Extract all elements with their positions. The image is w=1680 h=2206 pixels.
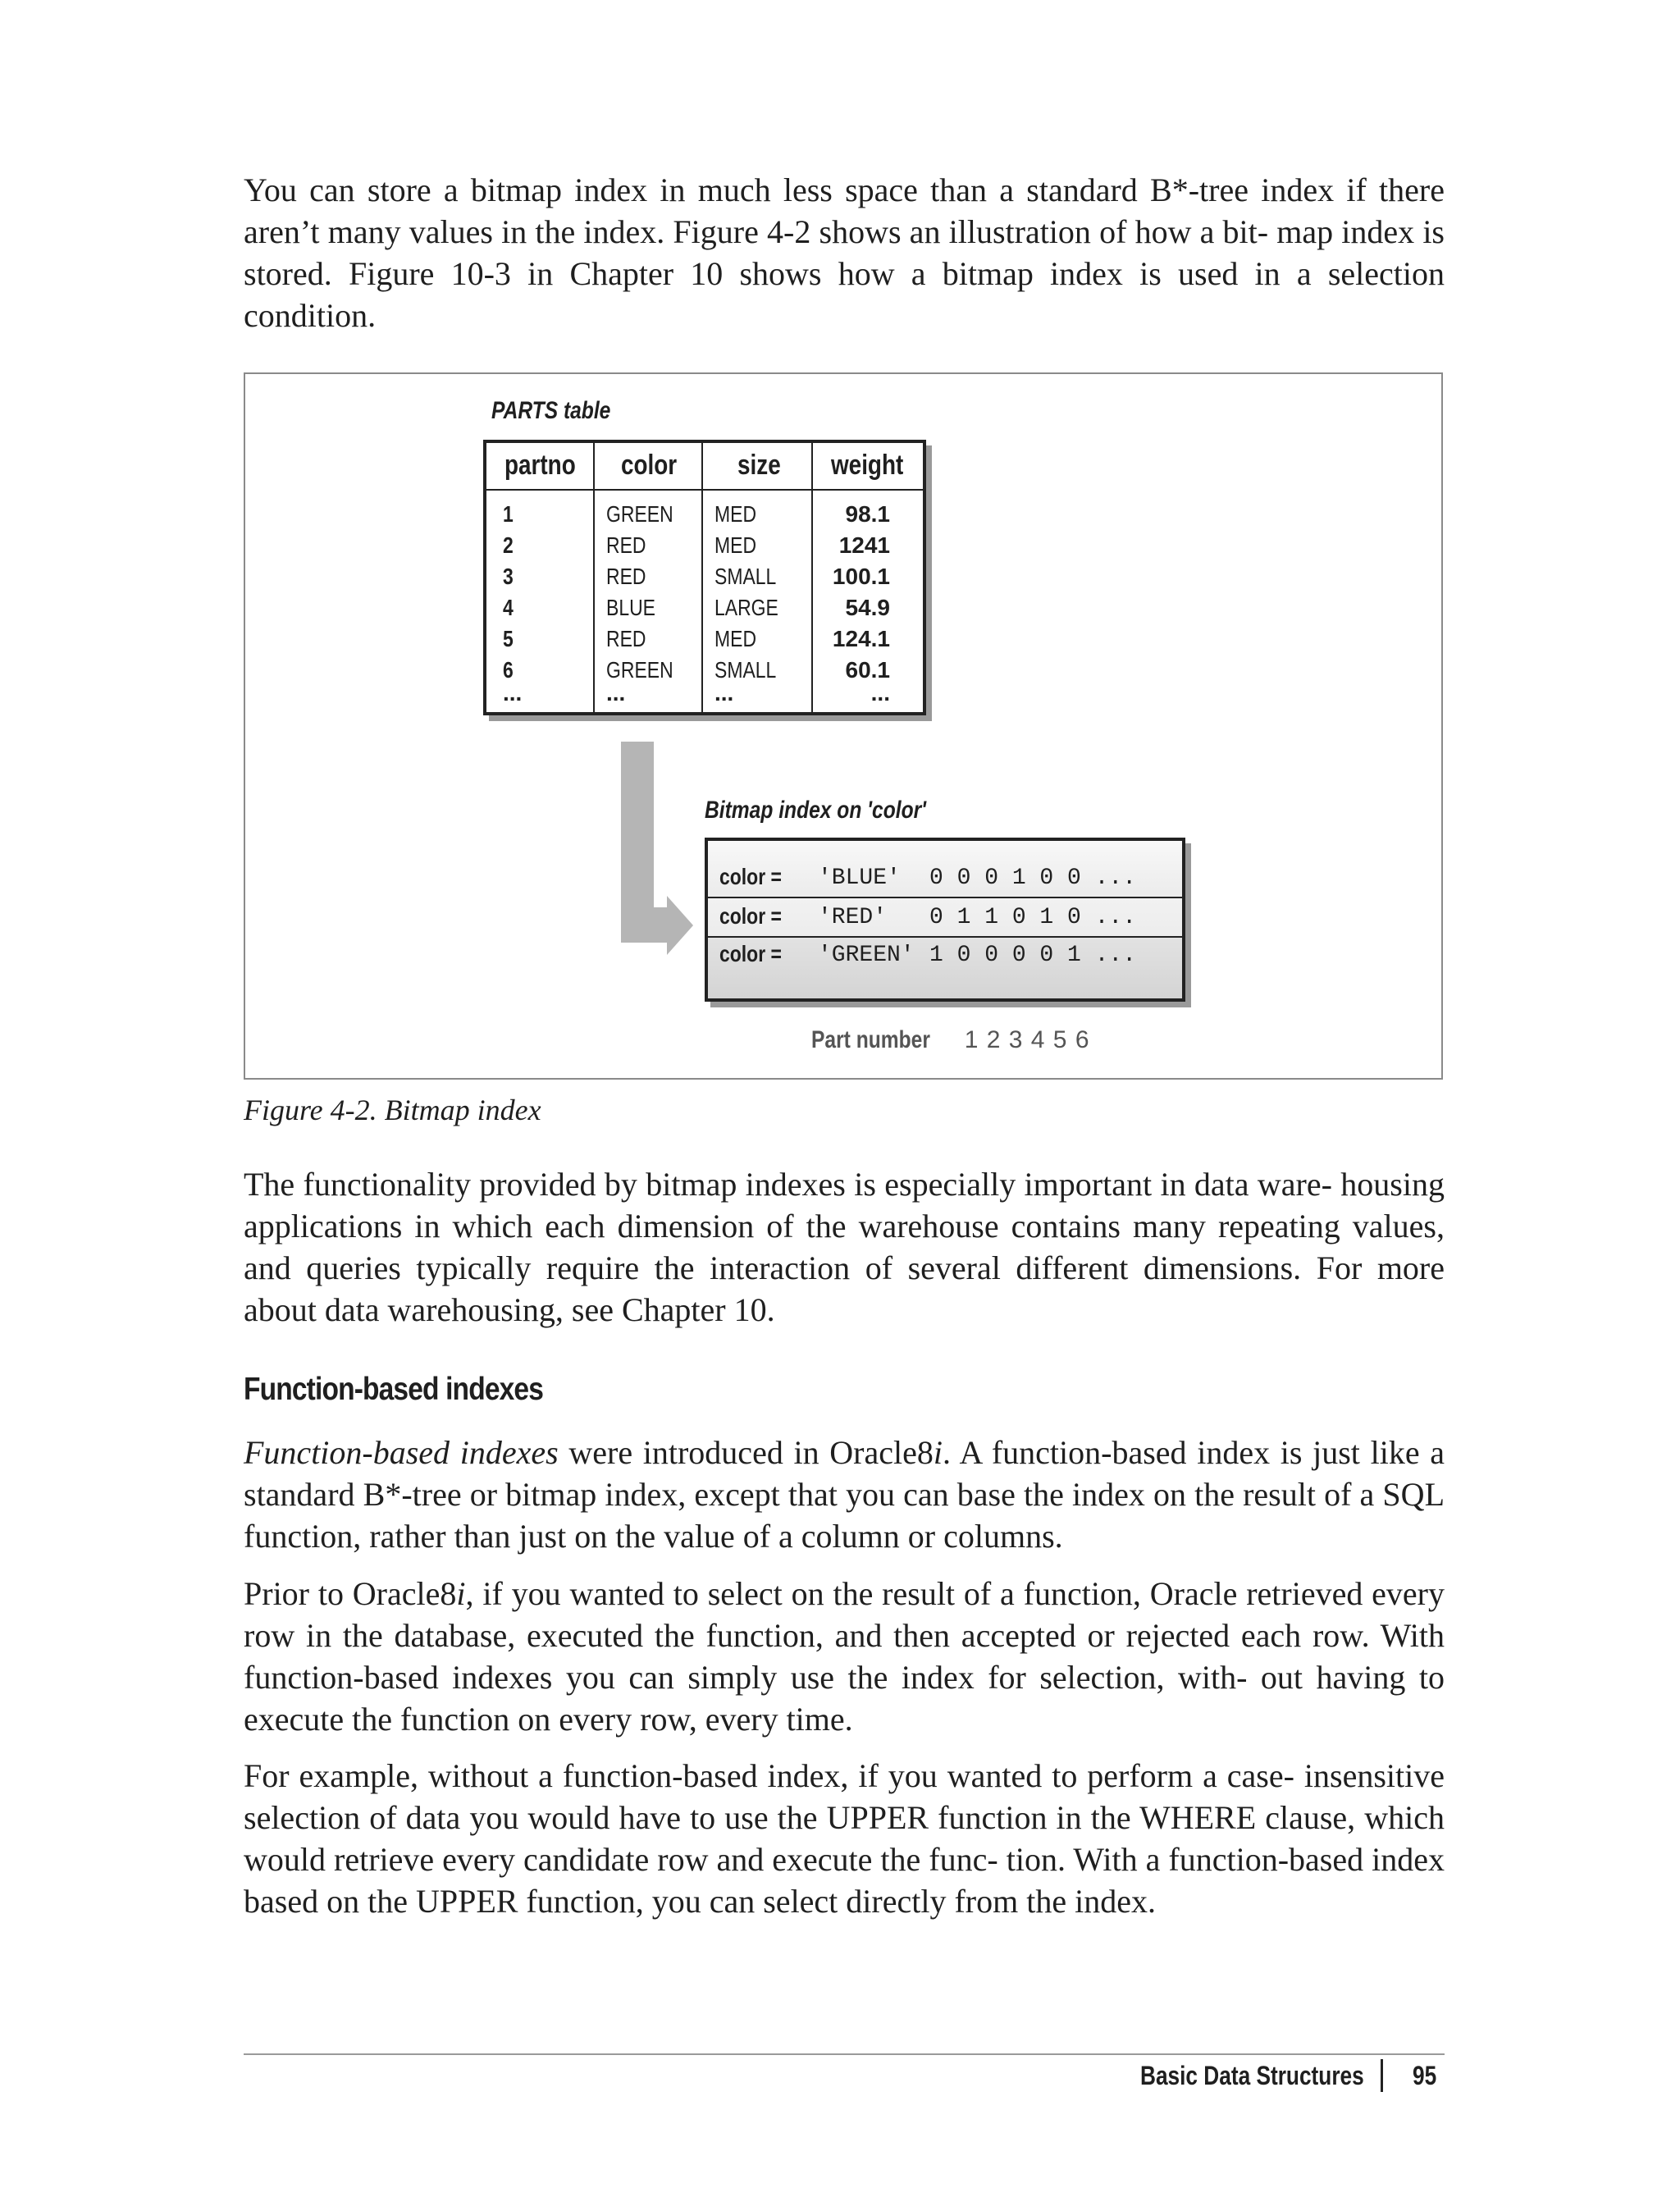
parts-table-label: PARTS table — [491, 397, 611, 424]
column-header-weight: weight — [831, 450, 904, 481]
figure-bitmap-index — [244, 372, 1443, 1080]
table-cell: RED — [606, 626, 646, 651]
arrow-connector-foot — [621, 907, 669, 943]
paragraph-upper-example: For example, without a function-based index, if you wanted to perform a case- insensitive selection of data you would have to use the UPPER function in the WHERE clause, which would retrieve every candidate row and execute the func- tion. With a function-based index based on the UPPER function, you can select directly from the index. — [244, 1757, 1445, 1920]
bitmap-index-label: Bitmap index on 'color' — [705, 797, 927, 824]
table-cell: 2 — [503, 532, 514, 558]
column-header-color: color — [621, 450, 678, 481]
part-number-axis: Part number 1 2 3 4 5 6 — [811, 1026, 1089, 1053]
arrow-head-icon — [667, 896, 693, 955]
table-cell: SMALL — [714, 564, 777, 589]
table-cell: BLUE — [606, 595, 655, 620]
table-cell: MED — [714, 501, 757, 527]
table-cell: 6 — [503, 657, 514, 683]
bitmap-row-blue: color = 'BLUE' 0 0 0 1 0 0 ... — [719, 864, 1137, 891]
table-cell: LARGE — [714, 595, 778, 620]
section-heading: Function-based indexes — [244, 1372, 543, 1407]
table-cell: 3 — [503, 564, 514, 589]
table-cell: GREEN — [606, 501, 673, 527]
bitmap-row-green: color = 'GREEN' 1 0 0 0 0 1 ... — [719, 941, 1137, 968]
paragraph-prior-oracle8i: Prior to Oracle8i, if you wanted to select on the result of a function, Oracle retrieved every row in the database, executed the function, and then accepted or rejected each row. With function-based indexes you can simply use the index for selection, with- out having to execute the function on every row, every time. — [244, 1575, 1445, 1738]
column-header-partno: partno — [504, 450, 576, 481]
page-number: 95 — [1413, 2061, 1437, 2090]
figure-caption: Figure 4-2. Bitmap index — [244, 1094, 541, 1126]
table-cell-ellipsis: ... — [714, 680, 734, 706]
table-cell: 54.9 — [845, 595, 890, 620]
table-cell: MED — [714, 626, 757, 651]
table-cell-ellipsis: ... — [503, 680, 523, 706]
footer-divider — [244, 2053, 1445, 2055]
paragraph-data-warehousing: The functionality provided by bitmap indexes is especially important in data ware- housing applications in which each dimension of the warehouse contains many repeating values, and queries typically require the interaction of several different dimensions. For more about data warehousing, see Chapter 10. — [244, 1166, 1445, 1328]
table-cell-ellipsis: ... — [870, 680, 890, 706]
table-cell: SMALL — [714, 657, 777, 683]
table-cell: MED — [714, 532, 757, 558]
paragraph-function-based-intro: Function-based indexes were introduced in Oracle8i. A function-based index is just like a standard B*-tree or bitmap index, except that you can base the index on the result of a SQL function, rather than just on the value of a column or columns. — [244, 1434, 1445, 1555]
footer-chapter-title: Basic Data Structures — [1140, 2061, 1364, 2090]
column-header-size: size — [737, 450, 781, 481]
bitmap-row-red: color = 'RED' 0 1 1 0 1 0 ... — [708, 897, 1182, 938]
table-cell: 1 — [503, 501, 514, 527]
table-cell: RED — [606, 532, 646, 558]
table-cell: RED — [606, 564, 646, 589]
table-cell: GREEN — [606, 657, 673, 683]
parts-table — [483, 440, 926, 715]
footer-separator — [1381, 2059, 1383, 2092]
table-cell: 1241 — [838, 532, 890, 558]
bitmap-index-box — [705, 838, 1185, 1002]
paragraph-bitmap-storage: You can store a bitmap index in much less space than a standard B*-tree index if there aren’t many values in the index. Figure 4-2 shows an illustration of how a bit- map index is stored. Figure 10-3 in Chapter 10 shows how a bitmap index is used in a selection condition. — [244, 171, 1445, 334]
table-cell: 98.1 — [845, 501, 890, 527]
table-cell: 5 — [503, 626, 514, 651]
table-cell: 4 — [503, 595, 514, 620]
table-cell: 60.1 — [845, 657, 890, 683]
table-cell: 100.1 — [832, 564, 890, 589]
table-cell: 124.1 — [832, 626, 890, 651]
table-cell-ellipsis: ... — [606, 680, 626, 706]
